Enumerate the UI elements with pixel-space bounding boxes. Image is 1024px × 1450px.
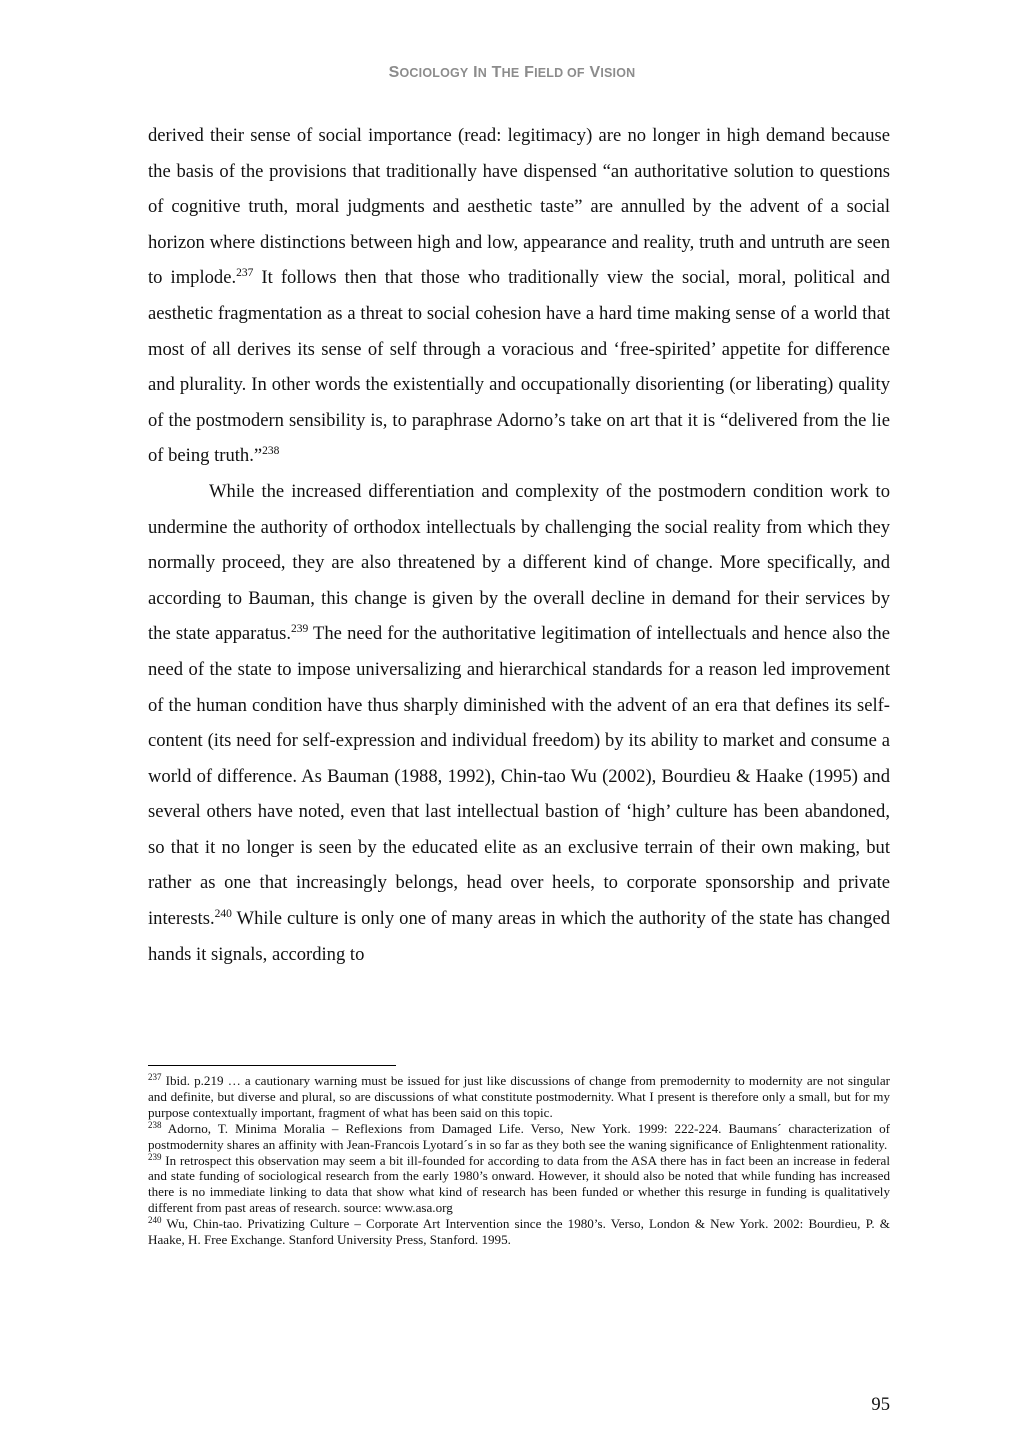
footnote-number: 237 — [148, 1072, 162, 1082]
footnote-number: 238 — [148, 1119, 162, 1130]
paragraph-text: The need for the authoritative legitimation of intellectuals and hence also the need of the state to impose universalizing and hierarchical standards for a reason led improvement of the human condition have thus sharply diminished with the advent of an era that defines its self-content (its need for self-expression and individual freedom) by its ability to market and consume a world of difference. As Bauman (1988, 1992), Chin-tao Wu (2002), Bourdieu & Haake (1995) and several others have noted, even that last intellectual bastion of ‘high’ culture has been abandoned, so that it no longer is seen by the educated elite as an exclusive terrain of their own making, but rather as one that increasingly belongs, head over heels, to corporate sponsorship and private interests. — [148, 623, 890, 930]
header-smallcaps: N — [477, 66, 488, 80]
footnote-text: Adorno, T. Minima Moralia – Reflexions from Damaged Life. Verso, New York. 1999: 222-224. Baumans´ characterization of postmodernity shares an affinity with Jean-Francois Lyotard´s in so far as they both see the waning significance of Enlightenment rationality. — [148, 1120, 890, 1152]
footnote-237 — [148, 1073, 890, 1121]
footnote-239 — [148, 1153, 890, 1217]
footnote-separator — [148, 1065, 396, 1066]
footnote-text: Wu, Chin-tao. Privatizing Culture – Corporate Art Intervention since the 1980’s. Verso, London & New York. 2002: Bourdieu, P. & Haake, H. Free Exchange. Stanford University Press, Stanford. 1995. — [148, 1216, 890, 1248]
footnote-text: In retrospect this observation may seem a bit ill-founded for according to data from the ASA there has in fact been an increase in federal and state funding of sociological research from the early 1980’s onward. However, it should also be noted that while funding has increased there is no immediate linking to data that show what kind of research has been funded or whether this resurge in funding is qualitatively different from past areas of research. source: www.asa.org — [148, 1152, 890, 1216]
body-text — [148, 118, 890, 972]
footnote-238 — [148, 1121, 890, 1153]
header-initial: F — [524, 64, 535, 81]
footnote-ref-239: 239 — [290, 623, 309, 636]
header-initial: S — [388, 64, 400, 81]
footnote-text: Ibid. p.219 … a cautionary warning must be issued for just like discussions of change from premodernity to modernity are not singular and definite, but diverse and plural, so are discussions of what constitute postmodernity. What I present is therefore only a small, but for my purpose contextually important, fragment of what has been said on this topic. — [148, 1073, 890, 1120]
running-header — [0, 64, 1024, 82]
footnote-ref-237: 237 — [236, 267, 254, 280]
paragraph-text: derived their sense of social importance (read: legitimacy) are no longer in high demand because the basis of the provisions that traditionally have dispensed “an authoritative solution to questions of cognitive truth, moral judgments and aesthetic taste” are annulled by the advent of a social horizon where distinctions between high and low, appearance and reality, truth and untruth are seen to implode. — [148, 125, 890, 289]
header-smallcaps: ISION — [600, 66, 636, 80]
paragraph-2 — [148, 474, 890, 972]
header-smallcaps: IELD OF — [534, 66, 585, 80]
paragraph-text: While the increased differentiation and complexity of the postmodern condition work to undermine the authority of orthodox intellectuals by challenging the social reality from which they normally proceed, they are also threatened by a different kind of change. More specifically, and according to Bauman, this change is given by the overall decline in demand for their services by the state apparatus. — [148, 480, 890, 645]
page-number: 95 — [871, 1394, 890, 1415]
paragraph-text: It follows then that those who traditionally view the social, moral, political and aesthetic fragmentation as a threat to social cohesion have a hard time making sense of a world that most of all derives its sense of self through a voracious and ‘free-spirited’ appetite for difference and plurality. In other words the existentially and occupationally disorienting (or liberating) quality of the postmodern sensibility is, to paraphrase Adorno’s take on art that it is “delivered from the lie of being truth.” — [148, 267, 890, 467]
footnote-number: 239 — [148, 1151, 162, 1162]
footnote-240 — [148, 1216, 890, 1248]
footnote-ref-240: 240 — [214, 908, 232, 921]
paragraph-1 — [148, 118, 890, 474]
header-smallcaps: OCIOLOGY — [399, 66, 469, 80]
header-smallcaps: HE — [501, 66, 520, 80]
paragraph-text: While culture is only one of many areas in which the authority of the state has changed hands it signals, according to — [148, 908, 890, 965]
footnotes — [148, 1073, 890, 1248]
header-initial: V — [589, 64, 601, 81]
header-initial: I — [473, 64, 478, 81]
header-initial: T — [491, 64, 502, 81]
footnote-number: 240 — [148, 1215, 162, 1226]
footnote-ref-238: 238 — [262, 445, 280, 458]
